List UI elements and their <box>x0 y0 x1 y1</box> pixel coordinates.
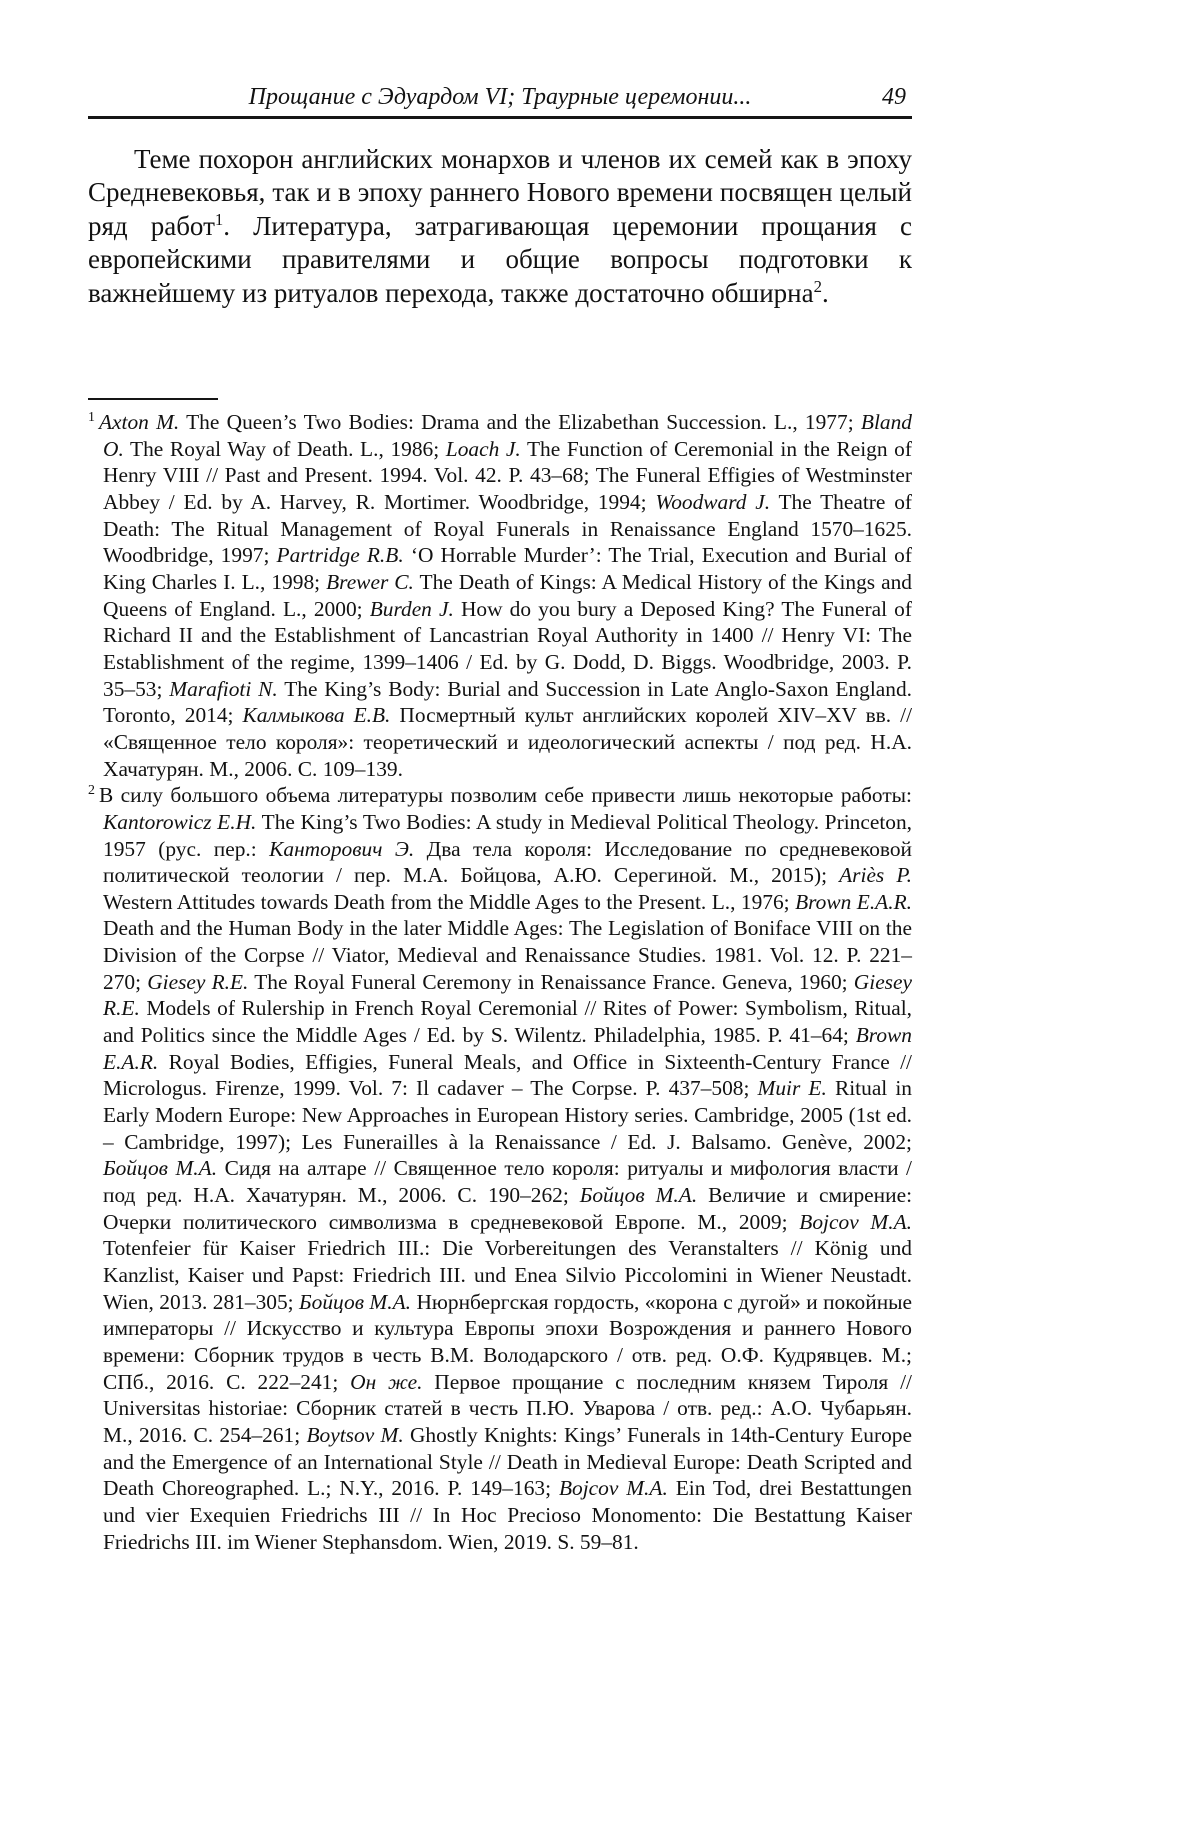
header-rule <box>88 116 912 119</box>
footnote-1-marker: 1 <box>88 409 95 425</box>
page-number: 49 <box>882 84 906 110</box>
footnote-2-marker: 2 <box>88 783 95 799</box>
text-column <box>88 0 913 1554</box>
footnote-separator <box>88 398 218 400</box>
footnote-1 <box>88 409 912 782</box>
running-head-title: Прощание с Эдуардом VI; Траурные церемонии... <box>248 84 752 110</box>
footnote-1-text: Axton M. The Queen’s Two Bodies: Drama and the Elizabethan Succession. L., 1977; Bland O. The Royal Way of Death. L., 1986; Loach J. The Function of Ceremonial in the Reign of Henry VIII // Past and Present. 1994. Vol. 42. P. 43–68; The Funeral Effigies of Westminster Abbey / Ed. by A. Harvey, R. Mortimer. Woodbridge, 1994; Woodward J. The Theatre of Death: The Ritual Management of Royal Funerals in Renaissance England 1570–1625. Woodbridge, 1997; Partridge R.B. ‘O Horrable Murder’: The Trial, Execution and Burial of King Charles I. L., 1998; Brewer C. The Death of Kings: A Medical History of the Kings and Queens of England. L., 2000; Burden J. How do you bury a Deposed King? The Funeral of Richard II and the Establishment of Lancastrian Royal Authority in 1400 // Henry VI: The Establishment of the regime, 1399–1406 / Ed. by G. Dodd, D. Biggs. Woodbridge, 2003. P. 35–53; Marafioti N. The King’s Body: Burial and Succession in Late Anglo-Saxon England. Toronto, 2014; Калмыкова Е.В. Посмертный культ английских королей XIV–XV вв. // «Священное тело короля»: теоретический и идеологический аспекты / под ред. Н.А. Хачатурян. М., 2006. С. 109–139. <box>98 410 913 781</box>
running-head <box>88 82 912 112</box>
body-paragraph: Теме похорон английских монархов и членов их семей как в эпоху Средневековья, так и в эпоху раннего Нового времени посвящен целый ряд работ$^1$. Литература, затрагивающая церемонии прощания с европейскими правителями и общие вопросы подготовки к важнейшему из ритуалов перехода, также достаточно обширна$^2$. <box>88 144 912 308</box>
footnote-2-text: В силу большого объема литературы позволим себе привести лишь некоторые работы: Kantorowicz E.H. The King’s Two Bodies: A study in Medieval Political Theology. Princeton, 1957 (рус. пер.: Канторович Э. Два тела короля: Исследование по средневековой политической теологии / пер. М.А. Бойцова, А.Ю. Серегиной. М., 2015); Ariès P. Western Attitudes towards Death from the Middle Ages to the Present. L., 1976; Brown E.A.R. Death and the Human Body in the later Middle Ages: The Legislation of Boniface VIII on the Division of the Corpse // Viator, Medieval and Renaissance Studies. 1981. Vol. 12. P. 221–270; Giesey R.E. The Royal Funeral Ceremony in Renaissance France. Geneva, 1960; Giesey R.E. Models of Rulership in French Royal Ceremonial // Rites of Power: Symbolism, Ritual, and Politics since the Middle Ages / Ed. by S. Wilentz. Philadelphia, 1985. P. 41–64; Brown E.A.R. Royal Bodies, Effigies, Funeral Meals, and Office in Sixteenth-Century France // Micrologus. Firenze, 1999. Vol. 7: Il cadaver – The Corpse. P. 437–508; Muir E. Ritual in Early Modern Europe: New Approaches in European History series. Cambridge, 2005 (1st ed. – Cambridge, 1997); Les Funerailles à la Renaissance / Ed. J. Balsamo. Genève, 2002; Бойцов М.А. Сидя на алтаре // Священное тело короля: ритуалы и мифология власти / под ред. Н.А. Хачатурян. М., 2006. С. 190–262; Бойцов М.А. Величие и смирение: Очерки политического символизма в средневековой Европе. М., 2009; Bojcov M.A. Totenfeier für Kaiser Friedrich III.: Die Vorbereitungen des Veranstalters // König und Kanzlist, Kaiser und Papst: Friedrich III. und Enea Silvio Piccolomini in Wiener Neustadt. Wien, 2013. 281–305; Бойцов М.А. Нюрнбергская гордость, «корона с дугой» и покойные императоры // Искусство и культура Европы эпохи Возрождения и раннего Нового времени: Сборник трудов в честь В.М. Володарского / отв. ред. О.Ф. Кудрявцев. М.; СПб., 2016. С. 222–241; Он же. Первое прощание с последним князем Тироля // Universitas historiae: Сборник статей в честь П.Ю. Уварова / отв. ред.: А.О. Чубарьян. М., 2016. С. 254–261; Boytsov M. Ghostly Knights: Kings’ Funerals in 14th-Century Europe and the Emergence of an International Style // Death in Medieval Europe: Death Scripted and Death Choreographed. L.; N.Y., 2016. P. 149–163; Bojcov M.A. Ein Tod, drei Bestattungen und vier Exequien Friedrichs III // In Hoc Precioso Monomento: Die Bestattung Kaiser Friedrichs III. im Wiener Stephansdom. Wien, 2019. S. 59–81. <box>98 783 913 1554</box>
footnote-2 <box>88 782 912 1555</box>
footnotes-section <box>88 409 912 1555</box>
